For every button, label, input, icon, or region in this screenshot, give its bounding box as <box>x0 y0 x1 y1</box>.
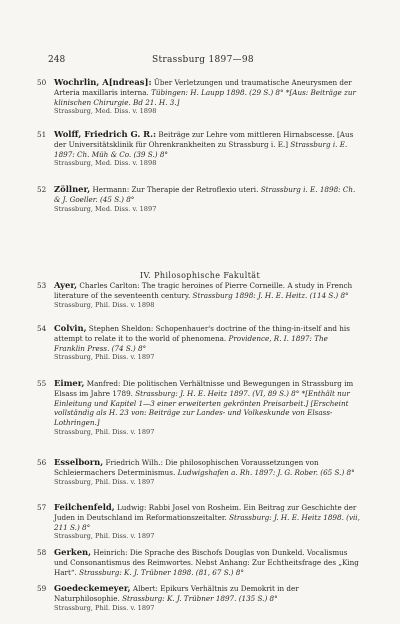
entry-imprint: Strassburg 1898: J. H. E. Heitz. (114 S.) 8° <box>192 290 349 300</box>
entry-number: 57 <box>37 503 47 512</box>
entry-dissertation: Strassburg, Phil. Diss. v. 1897 <box>54 477 155 486</box>
entry-dissertation: Strassburg, Med. Diss. v. 1897 <box>54 204 157 213</box>
entry-author: Goedeckemeyer, <box>54 583 131 593</box>
entry-dissertation: Strassburg, Phil. Diss. v. 1897 <box>54 353 155 362</box>
entry-imprint: Strassburg i. E. 1898: Ch. & J. Goeller. (45 S.) 8° <box>54 185 356 204</box>
bibliography-entry <box>37 185 360 218</box>
running-head: Strassburg 1897—98 <box>152 55 254 65</box>
entry-imprint: Strassburg i. E. 1897: Ch. Müh & Co. (39 S.) 8° <box>54 139 348 159</box>
entry-author: Feilchenfeld, <box>54 502 115 512</box>
entry-number: 55 <box>37 379 47 388</box>
section-heading: IV. Philosophische Fakultät <box>139 271 261 280</box>
entry-imprint: Strassburg: K. J. Trübner 1898. (81, 67 S.) 8° <box>79 567 244 577</box>
entry-author: Colvin, <box>54 323 87 333</box>
entry-imprint: Ludwigshafen a. Rh. 1897: J. G. Rober. (65 S.) 8° <box>177 467 355 477</box>
entry-dissertation: Strassburg, Phil. Diss. v. 1898 <box>54 300 155 309</box>
bibliography-entry <box>37 458 360 498</box>
entry-author: Esselborn, <box>54 457 104 467</box>
entry-number: 50 <box>37 78 47 87</box>
entry-title: Albert: Epikurs Verhältnis zu Demokrit in der Naturphilosophie. <box>54 584 299 603</box>
page-number: 248 <box>48 55 66 65</box>
entry-imprint: Strassburg: J. H. E. Heitz 1897. (VI, 89 S.) 8° *[Enthält nur Einleitung und Kapitel 1—3 einer erweiterten gekrönten Preisarbeit.] [Erscheint vollständig als H. 23 von: Beiträge zur Landes- und Volkeskunde von Elsass-Lothringen.] <box>54 388 350 428</box>
entry-author: Zöllner, <box>54 184 91 194</box>
entry-imprint: Providence, R. I. 1897: The Franklin Press. (74 S.) 8° <box>54 333 328 353</box>
entry-number: 53 <box>37 281 47 290</box>
entry-number: 58 <box>37 548 47 557</box>
entry-author: Ayer, <box>54 280 78 290</box>
entry-title: Ludwig: Rabbi Josel von Rosheim. Ein Beitrag zur Geschichte der Juden in Deutschland im Reformationszeitalter. <box>54 503 357 522</box>
entry-number: 56 <box>37 458 47 467</box>
page-header <box>48 55 358 69</box>
entry-title: Stephen Sheldon: Schopenhauer's doctrine of the thing-in-itself and his attempt to relate it to the world of phenomena. <box>54 324 350 343</box>
entry-imprint: Strassburg: J. H. E. Heitz 1898. (vii, 211 S.) 8° <box>54 512 360 532</box>
entry-number: 51 <box>37 130 47 139</box>
bibliography-entry <box>37 584 360 624</box>
entry-dissertation: Strassburg, Phil. Diss. v. 1897 <box>54 532 155 541</box>
entry-author: Eimer, <box>54 378 85 388</box>
entry-title: Hermann: Zur Therapie der Retroflexio uteri. <box>92 185 259 194</box>
entry-dissertation: Strassburg, Phil. Diss. v. 1897 <box>54 427 155 436</box>
entry-title: Über Verletzungen und traumatische Aneurysmen der Arteria maxillaris interna. <box>54 78 352 97</box>
entry-dissertation: Strassburg, Med. Diss. v. 1898 <box>54 159 157 168</box>
entry-author: Wochrlin, A[ndreas]: <box>54 77 152 87</box>
entry-imprint: Strassburg: K. J. Trübner 1897. (135 S.) 8° <box>122 593 278 603</box>
entry-title: Friedrich Wilh.: Die philosophischen Voraussetzungen von Schleiermachers Determinismus. <box>54 458 319 477</box>
entry-number: 59 <box>37 584 47 593</box>
bibliography-entry <box>37 281 360 321</box>
entry-title: Manfred: Die politischen Verhältnisse und Bewegungen in Strassburg im Elsass im Jahre 1789. <box>54 379 354 398</box>
entry-author: Gerken, <box>54 547 92 557</box>
bibliography-entry <box>37 379 360 453</box>
entry-title: Beiträge zur Lehre vom mittleren Hirnabscesse. [Aus der Universitätsklinik für Ohrenkrankheiten zu Strassburg i. E.] <box>54 130 354 149</box>
bibliography-entry <box>37 78 360 126</box>
entry-number: 52 <box>37 185 47 194</box>
entry-dissertation: Strassburg, Med. Diss. v. 1898 <box>54 107 157 116</box>
bibliography-entry <box>37 324 360 376</box>
bibliography-entry <box>37 130 360 182</box>
entry-author: Wolff, Friedrich G. R.: <box>54 129 157 139</box>
entry-title: Charles Carlton: The tragic heroines of Pierre Corneille. A study in French literature of the seventeenth century. <box>54 281 353 300</box>
entry-number: 54 <box>37 324 47 333</box>
entry-dissertation: Strassburg, Phil. Diss. v. 1897 <box>54 603 155 612</box>
entry-imprint: Tübingen: H. Laupp 1898. (29 S.) 8° *[Aus: Beiträge zur klinischen Chirurgie. Bd 21. H. 3.] <box>54 87 356 107</box>
bibliography-entry <box>37 503 360 546</box>
entry-title: Heinrich: Die Sprache des Bischofs Douglas von Dunkeld. Vocalismus und Consonantismus des Reimwortes. Nebst Anhang: Zur Echtheitsfrage des „King Hart“. <box>54 548 359 577</box>
